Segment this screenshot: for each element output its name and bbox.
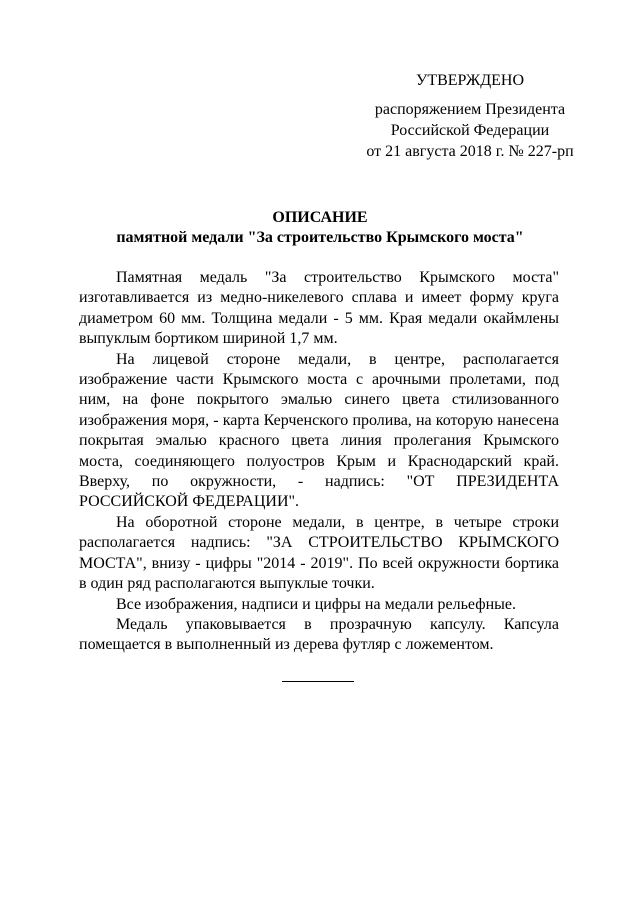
approved-stamp: УТВЕРЖДЕНО xyxy=(415,72,524,89)
approval-line-1: распоряжением Президента xyxy=(374,101,566,118)
paragraph-reverse: На оборотной стороне медали, в центре, в четыре строки располагается надпись: "ЗА СТРОИТЕЛЬСТВО КРЫМСКОГО МОСТА", внизу - цифры "2014 - 2019". По всей окружности бортика в один ряд располагаются выпуклые точки. xyxy=(79,513,559,593)
approval-line-3: от 21 августа 2018 г. № 227-рп xyxy=(366,143,574,160)
closing-rule xyxy=(282,681,354,682)
document-title xyxy=(40,208,600,248)
paragraph-packaging: Медаль упаковывается в прозрачную капсулу. Капсула помещается в выполненный из дерева футляр с ложементом. xyxy=(79,615,559,654)
approval-block xyxy=(355,70,585,162)
paragraph-material: Памятная медаль "За строительство Крымского моста" изготавливается из медно-никелевого сплава и имеет форму круга диаметром 60 мм. Толщина медали - 5 мм. Края медали окаймлены выпуклым бортиком шириной 1,7 мм. xyxy=(79,269,559,348)
paragraph-obverse: На лицевой стороне медали, в центре, располагается изображение части Крымского моста с арочными пролетами, под ним, на фоне покрытого эмалью синего цвета стилизованного изображения моря, - карта Керченского пролива, на которую нанесена покрытая эмалью красного цвета линия пролегания Крымского моста, соединяющего полуостров Крым и Краснодарский край. Вверху, по окружности, - надпись: "ОТ ПРЕЗИДЕНТА РОССИЙСКОЙ ФЕДЕРАЦИИ". xyxy=(79,350,559,511)
paragraph-relief: Все изображения, надписи и цифры на медали рельефные. xyxy=(116,595,516,613)
approval-line-2: Российской Федерации xyxy=(390,122,550,139)
document-body xyxy=(79,268,559,656)
document-subheading: памятной медали "За строительство Крымского моста" xyxy=(116,229,524,246)
document-heading: ОПИСАНИЕ xyxy=(272,209,368,226)
